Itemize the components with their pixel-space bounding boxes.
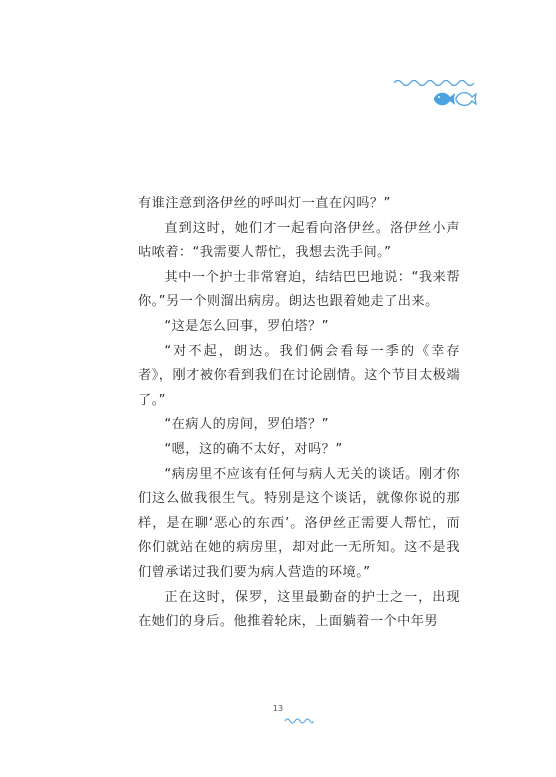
- wave-icon: [284, 716, 314, 724]
- wave-and-fish-icon: [392, 74, 478, 110]
- paragraph: 其中一个护士非常窘迫，结结巴巴地说：“我来帮你。”另一个则溜出病房。朗达也跟着她走了出来。: [138, 269, 460, 310]
- paragraph: “这是怎么回事，罗伯塔？”: [164, 318, 329, 334]
- paragraph: 正在这时，保罗，这里最勤奋的护士之一，出现在她们的身后。他推着轮床，上面躺着一个中年男: [138, 589, 460, 630]
- paragraph: 直到这时，她们才一起看向洛伊丝。洛伊丝小声咕哝着：“我需要人帮忙，我想去洗手间。”: [138, 220, 460, 261]
- body-text: [138, 192, 460, 635]
- paragraph: “病房里不应该有任何与病人无关的谈话。刚才你们这么做我很生气。特别是这个谈话，就像你说的那样，是在聊‘恶心的东西’。洛伊丝正需要人帮忙，而你们就站在她的病房里，却对此一无所知。这不是我们曾承诺过我们要为病人营造的环境。”: [138, 466, 460, 580]
- paragraph: “嗯，这的确不太好，对吗？”: [164, 441, 343, 457]
- paragraph: 有谁注意到洛伊丝的呼叫灯一直在闪吗？”: [138, 196, 391, 211]
- page-number: 13: [272, 704, 284, 713]
- paragraph: “对不起，朗达。我们俩会看每一季的《幸存者》，刚才被你看到我们在讨论剧情。这个节目太极端了。”: [138, 343, 460, 408]
- paragraph: “在病人的房间，罗伯塔？”: [164, 417, 329, 433]
